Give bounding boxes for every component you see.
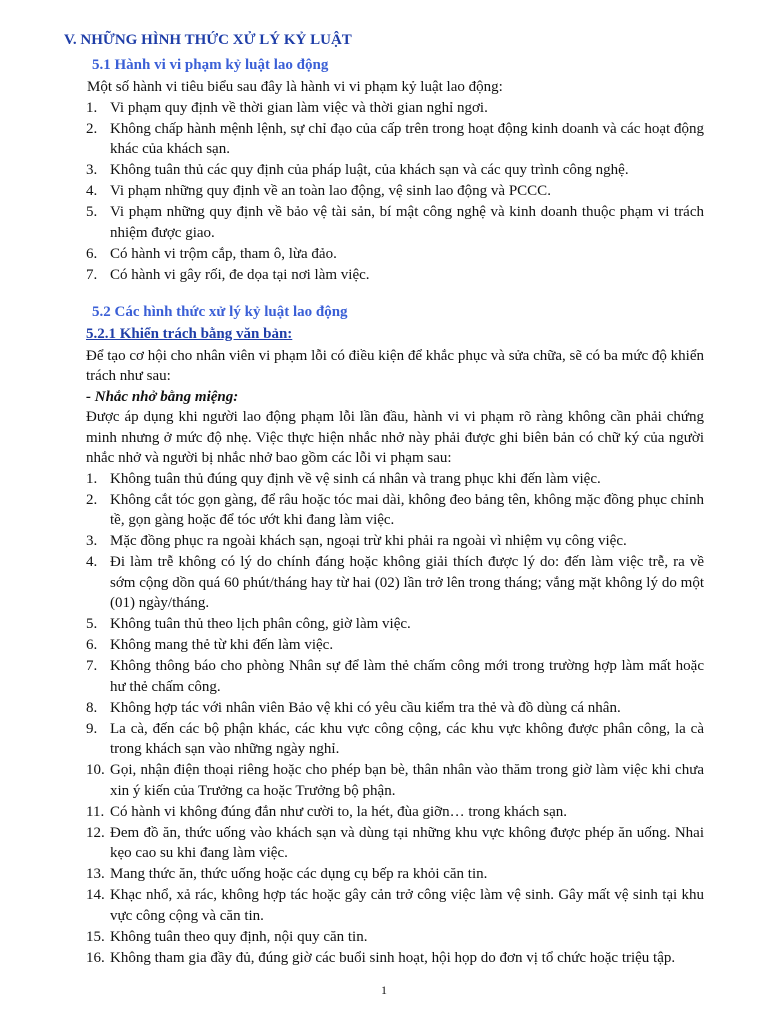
list-text: Vi phạm những quy định về an toàn lao động, vệ sinh lao động và PCCC. bbox=[110, 183, 551, 199]
list-number: 4. bbox=[86, 554, 98, 570]
list-number: 11. bbox=[86, 803, 105, 820]
list-text: Không tuân thủ theo lịch phân công, giờ làm việc. bbox=[110, 616, 411, 632]
verbal-reminder-list bbox=[86, 469, 704, 969]
subsection-5-2-1-title: 5.2.1 Khiển trách bằng văn bản: bbox=[86, 326, 293, 342]
subsection-5-1-title: 5.1 Hành vi vi phạm kỷ luật lao động bbox=[92, 56, 329, 73]
list-number: 2. bbox=[86, 120, 98, 137]
list-item bbox=[86, 490, 704, 531]
list-item bbox=[86, 927, 704, 948]
list-text: Không tuân thủ các quy định của pháp luật, của khách sạn và các quy trình công nghệ. bbox=[110, 162, 629, 178]
page-number: 1 bbox=[381, 983, 387, 997]
list-text: Không tuân thủ đúng quy định về vệ sinh cá nhân và trang phục khi đến làm việc. bbox=[110, 470, 601, 487]
list-text: Mặc đồng phục ra ngoài khách sạn, ngoại trừ khi phải ra ngoài vì nhiệm vụ công việc. bbox=[110, 533, 627, 549]
list-number: 12. bbox=[86, 824, 105, 841]
list-number: 3. bbox=[86, 162, 98, 178]
list-item bbox=[86, 98, 704, 119]
list-item bbox=[86, 864, 704, 885]
list-item bbox=[86, 614, 704, 635]
list-item bbox=[86, 656, 704, 697]
list-item bbox=[86, 469, 704, 490]
list-number: 9. bbox=[86, 720, 98, 737]
list-text: Không cắt tóc gọn gàng, để râu hoặc tóc mai dài, không đeo bảng tên, không mặc đồng phục chỉnh tề, gọn gàng hoặc để tóc ướt khi đang làm việc. bbox=[110, 491, 704, 528]
subsection-5-2-1-intro: Để tạo cơ hội cho nhân viên vi phạm lỗi có điều kiện để khắc phục và sửa chữa, sẽ có ba mức độ khiển trách như sau: bbox=[86, 347, 704, 384]
list-number: 10. bbox=[86, 762, 105, 778]
list-number: 13. bbox=[86, 866, 105, 882]
list-number: 5. bbox=[86, 616, 98, 632]
list-text: Có hành vi không đúng đắn như cười to, la hét, đùa giỡn… trong khách sạn. bbox=[110, 803, 568, 820]
list-text: Vi phạm những quy định về bảo vệ tài sản, bí mật công nghệ và kinh doanh thuộc phạm vi trách nhiệm được giao. bbox=[110, 204, 704, 241]
list-number: 1. bbox=[86, 470, 98, 487]
list-text: Khạc nhổ, xả rác, không hợp tác hoặc gây cản trở công việc làm vệ sinh. Gây mất vệ sinh tại khu vực công cộng và căn tin. bbox=[110, 887, 704, 924]
verbal-reminder-title: - Nhắc nhở bằng miệng: bbox=[86, 388, 239, 405]
list-number: 6. bbox=[86, 245, 98, 262]
list-item bbox=[86, 265, 704, 286]
list-text: Không chấp hành mệnh lệnh, sự chỉ đạo của cấp trên trong hoạt động kinh doanh và các hoạt động khác của khách sạn. bbox=[110, 120, 704, 157]
list-number: 2. bbox=[86, 491, 98, 508]
subsection-5-2-title: 5.2 Các hình thức xử lý kỷ luật lao động bbox=[92, 303, 348, 320]
section-title: V. NHỮNG HÌNH THỨC XỬ LÝ KỶ LUẬT bbox=[64, 32, 352, 48]
list-number: 8. bbox=[86, 699, 98, 716]
list-item bbox=[86, 244, 704, 265]
list-text: Không tham gia đầy đủ, đúng giờ các buổi sinh hoạt, hội họp do đơn vị tổ chức hoặc triệu tập. bbox=[110, 949, 676, 966]
list-number: 7. bbox=[86, 658, 98, 674]
list-text: Không tuân theo quy định, nội quy căn tin. bbox=[110, 928, 368, 945]
list-item bbox=[86, 948, 704, 969]
list-number: 5. bbox=[86, 204, 98, 220]
list-item bbox=[86, 802, 704, 823]
list-text: Đi làm trễ không có lý do chính đáng hoặc không giải thích được lý do: đến làm việc trễ, ra về sớm cộng dồn quá 60 phút/tháng hay từ hai (02) lần trở lên trong tháng; vắng mặt không lý do một (01) ngày/tháng. bbox=[110, 554, 704, 611]
subsection-5-1-intro: Một số hành vi tiêu biểu sau đây là hành vi vi phạm kỷ luật lao động: bbox=[87, 79, 503, 95]
violation-list bbox=[86, 98, 704, 286]
list-text: Vi phạm quy định về thời gian làm việc và thời gian nghỉ ngơi. bbox=[110, 99, 488, 116]
list-item bbox=[86, 719, 704, 760]
list-text: Mang thức ăn, thức uống hoặc các dụng cụ bếp ra khỏi căn tin. bbox=[110, 866, 488, 882]
document-body bbox=[64, 30, 704, 969]
list-number: 6. bbox=[86, 637, 98, 653]
list-item bbox=[86, 635, 704, 656]
verbal-reminder-intro: Được áp dụng khi người lao động phạm lỗi lần đầu, hành vi vi phạm rõ ràng không cần phải chứng minh nhưng ở mức độ nhẹ. Việc thực hiện nhắc nhở này phải được ghi biên bản có chữ ký của người nhắc nhở và người bị nhắc nhở bao gồm các lỗi vi phạm sau: bbox=[86, 409, 704, 466]
list-number: 4. bbox=[86, 183, 98, 199]
list-number: 15. bbox=[86, 928, 105, 945]
list-number: 1. bbox=[86, 99, 98, 116]
list-item bbox=[86, 160, 704, 181]
list-number: 14. bbox=[86, 887, 105, 903]
list-text: Có hành vi trộm cắp, tham ô, lừa đảo. bbox=[110, 245, 337, 262]
list-item bbox=[86, 531, 704, 552]
list-number: 16. bbox=[86, 949, 105, 966]
list-item bbox=[86, 119, 704, 160]
list-text: Có hành vi gây rối, đe dọa tại nơi làm việc. bbox=[110, 266, 370, 283]
list-number: 3. bbox=[86, 533, 98, 549]
list-item bbox=[86, 760, 704, 801]
list-text: Đem đồ ăn, thức uống vào khách sạn và dùng tại những khu vực không được phép ăn uống. Nhai kẹo cao su khi đang làm việc. bbox=[110, 824, 704, 861]
list-text: Không mang thẻ từ khi đến làm việc. bbox=[110, 637, 334, 653]
list-item bbox=[86, 202, 704, 243]
list-text: La cà, đến các bộ phận khác, các khu vực công cộng, các khu vực không được phân công, la cà trong khách sạn vào những ngày nghỉ. bbox=[110, 720, 704, 757]
list-item bbox=[86, 823, 704, 864]
list-text: Không hợp tác với nhân viên Bảo vệ khi có yêu cầu kiểm tra thẻ và đồ dùng cá nhân. bbox=[110, 699, 621, 716]
list-item bbox=[86, 885, 704, 926]
list-item bbox=[86, 552, 704, 614]
spacer bbox=[86, 286, 704, 302]
list-item bbox=[86, 181, 704, 202]
list-number: 7. bbox=[86, 266, 98, 283]
list-item bbox=[86, 698, 704, 719]
list-text: Gọi, nhận điện thoại riêng hoặc cho phép bạn bè, thân nhân vào thăm trong giờ làm việc khi chưa xin ý kiến của Trưởng ca hoặc Trưởng bộ phận. bbox=[110, 762, 704, 799]
list-text: Không thông báo cho phòng Nhân sự để làm thẻ chấm công mới trong trường hợp làm mất hoặc hư thẻ chấm công. bbox=[110, 658, 704, 695]
